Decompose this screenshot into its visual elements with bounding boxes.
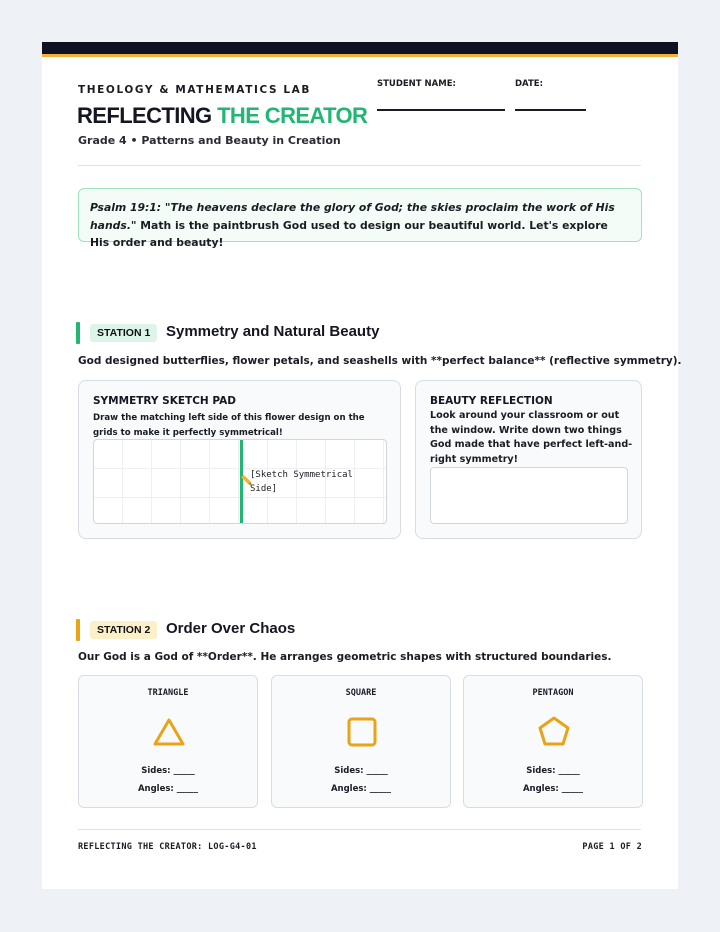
shape-name: TRIANGLE	[147, 688, 189, 698]
station-1-accent-bar	[76, 322, 80, 344]
shape-card-pentagon	[463, 675, 643, 808]
footer-page-number: PAGE 1 OF 2	[582, 842, 642, 852]
shape-card-square	[271, 675, 451, 808]
shape-name: SQUARE	[345, 688, 377, 698]
top-bar-accent	[42, 54, 678, 57]
sides-blank[interactable]: Sides: _____	[334, 766, 388, 776]
footer-divider	[78, 829, 641, 830]
reflection-card-title: BEAUTY REFLECTION	[430, 395, 553, 407]
shape-name: PENTAGON	[532, 688, 574, 698]
top-bar	[42, 42, 678, 54]
reflection-card-prompt: Look around your classroom or out the window. Write down two things God made that have perfect left-and-right symmetry!	[430, 410, 633, 465]
square-icon	[344, 714, 380, 750]
date-field[interactable]	[515, 109, 586, 111]
sketch-card-instructions: Draw the matching left side of this flower design on the grids to make it perfectly symmetrical!	[93, 413, 365, 438]
station-1-title: Symmetry and Natural Beauty	[166, 323, 380, 340]
station-2-badge: STATION 2	[90, 621, 157, 639]
sketch-card-title: SYMMETRY SKETCH PAD	[93, 395, 236, 407]
angles-blank[interactable]: Angles: _____	[522, 784, 584, 794]
pentagon-icon	[536, 714, 572, 750]
student-name-label: STUDENT NAME:	[377, 79, 456, 89]
worksheet-page	[42, 42, 682, 889]
station-1-description: God designed butterflies, flower petals, and seashells with **perfect balance** (reflective symmetry).	[78, 355, 682, 367]
footer-doc-id: REFLECTING THE CREATOR: LOG-G4-01	[78, 842, 257, 852]
angles-blank[interactable]: Angles: _____	[330, 784, 392, 794]
student-name-field[interactable]	[377, 109, 505, 111]
scripture-verse: Psalm 19:1: "The heavens declare the glory of God; the skies proclaim the work of His hands."	[90, 201, 615, 232]
date-label: DATE:	[515, 79, 543, 89]
sketch-placeholder: [Sketch Symmetrical Side]	[250, 470, 353, 494]
sides-blank[interactable]: Sides: _____	[141, 766, 195, 776]
page-title-main: REFLECTING	[77, 103, 218, 128]
station-2-description: Our God is a God of **Order**. He arranges geometric shapes with structured boundaries.	[78, 651, 612, 663]
sides-blank[interactable]: Sides: _____	[526, 766, 580, 776]
page-title	[77, 103, 367, 129]
beauty-reflection-card	[415, 380, 642, 539]
symmetry-sketch-grid[interactable]	[93, 439, 387, 524]
page-title-accent: THE CREATOR	[217, 103, 368, 128]
station-2-title: Order Over Chaos	[166, 620, 296, 637]
angles-blank[interactable]: Angles: _____	[137, 784, 199, 794]
station-2-accent-bar	[76, 619, 80, 641]
shape-card-triangle	[78, 675, 258, 808]
scripture-callout	[78, 188, 642, 249]
symmetry-sketch-card	[78, 380, 401, 539]
scripture-message: Math is the paintbrush God used to design our beautiful world. Let's explore His order and beauty!	[90, 218, 608, 249]
header-divider	[78, 165, 641, 166]
triangle-icon	[151, 714, 187, 750]
station-1-badge: STATION 1	[90, 324, 157, 342]
page-subtitle: Grade 4 • Patterns and Beauty in Creation	[78, 134, 341, 147]
reflection-answer-box[interactable]	[430, 467, 628, 524]
lab-title: THEOLOGY & MATHEMATICS LAB	[78, 84, 311, 96]
